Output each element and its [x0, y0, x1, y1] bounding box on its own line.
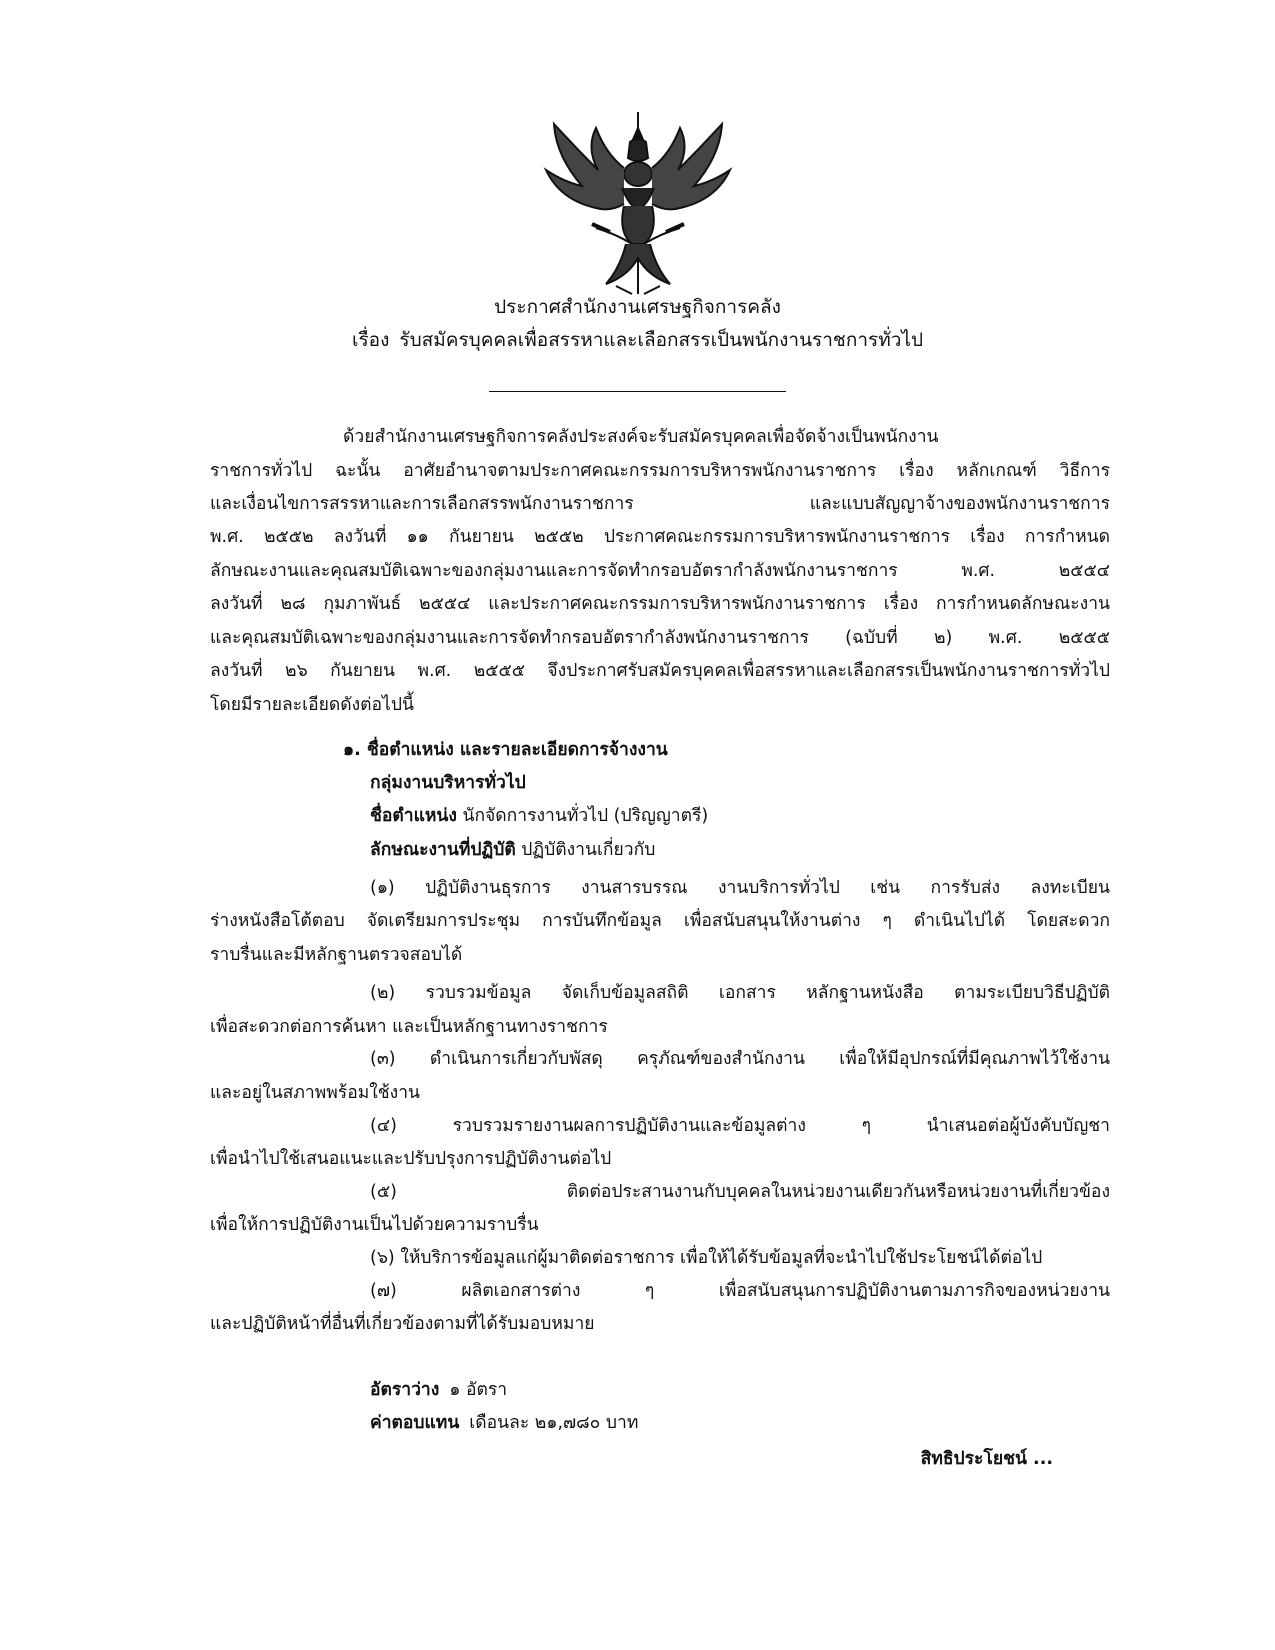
garuda-emblem-icon [536, 108, 740, 298]
subject-label: เรื่อง [351, 329, 390, 351]
preamble-line: ลงวันที่ ๒๖ กันยายน พ.ศ. ๒๕๕๕ จึงประกาศรับสมัครบุคคลเพื่อสรรหาและเลือกสรรเป็นพนักงานราชการทั่วไป [210, 661, 1110, 681]
announcement-title: ประกาศสำนักงานเศรษฐกิจการคลัง [494, 296, 781, 318]
preamble-line: ราชการทั่วไป ฉะนั้น อาศัยอำนาจตามประกาศคณะกรรมการบริหารพนักงานราชการ เรื่อง หลักเกณฑ์ วิธีการ [210, 461, 1110, 481]
duty-item-line: เพื่อนำไปใช้เสนอแนะและปรับปรุงการปฏิบัติงานต่อไป [210, 1149, 612, 1169]
duty-item-line: และอยู่ในสภาพพร้อมใช้งาน [210, 1083, 420, 1103]
title-divider [489, 391, 786, 392]
job-group: กลุ่มงานบริหารทั่วไป [370, 773, 526, 793]
position-value: นักจัดการงานทั่วไป (ปริญญาตรี) [462, 806, 709, 826]
section-heading: ๑. ชื่อตำแหน่ง และรายละเอียดการจ้างงาน [343, 740, 668, 760]
salary-label: ค่าตอบแทน [370, 1413, 460, 1433]
duty-item-line: ราบรื่นและมีหลักฐานตรวจสอบได้ [210, 945, 463, 965]
vacancy-value: ๑ อัตรา [449, 1380, 508, 1400]
preamble-line: ด้วยสำนักงานเศรษฐกิจการคลังประสงค์จะรับสมัครบุคคลเพื่อจัดจ้างเป็นพนักงาน [343, 427, 939, 447]
duty-item-line: ร่างหนังสือโต้ตอบ จัดเตรียมการประชุม การบันทึกข้อมูล เพื่อสนับสนุนให้งานต่าง ๆ ดำเนินไปได้ โดยสะดวก [210, 911, 1110, 931]
position-label: ชื่อตำแหน่ง [370, 806, 457, 826]
duty-label: ลักษณะงานที่ปฏิบัติ [370, 840, 516, 860]
duty-item-line: (๕) ติดต่อประสานงานกับบุคคลในหน่วยงานเดียวกันหรือหน่วยงานที่เกี่ยวข้อง [370, 1182, 1110, 1202]
duty-item-line: (๒) รวบรวมข้อมูล จัดเก็บข้อมูลสถิติ เอกสาร หลักฐานหนังสือ ตามระเบียบวิธีปฏิบัติ [370, 983, 1110, 1003]
announcement-subject [0, 325, 1275, 355]
salary-value: เดือนละ ๒๑,๗๘๐ บาท [469, 1413, 639, 1433]
duty-item-line: เพื่อสะดวกต่อการค้นหา และเป็นหลักฐานทางราชการ [210, 1017, 608, 1037]
position-name [370, 803, 708, 829]
duty-item-line: (๑) ปฏิบัติงานธุรการ งานสารบรรณ งานบริการทั่วไป เช่น การรับส่ง ลงทะเบียน [370, 878, 1110, 898]
duty-value: ปฏิบัติงานเกี่ยวกับ [521, 840, 656, 860]
duty-item-line: (๔) รวบรวมรายงานผลการปฏิบัติงานและข้อมูลต่าง ๆ นำเสนอต่อผู้บังคับบัญชา [370, 1116, 1110, 1136]
duty-intro [370, 837, 655, 863]
vacancy [370, 1377, 507, 1403]
preamble-line: และเงื่อนไขการสรรหาและการเลือกสรรพนักงานราชการ และแบบสัญญาจ้างของพนักงานราชการ [210, 494, 1110, 514]
vacancy-label: อัตราว่าง [370, 1380, 440, 1400]
subject-text: รับสมัครบุคคลเพื่อสรรหาและเลือกสรรเป็นพนักงานราชการทั่วไป [399, 329, 924, 351]
salary [370, 1410, 638, 1436]
duty-item-line: (๖) ให้บริการข้อมูลแก่ผู้มาติดต่อราชการ เพื่อให้ได้รับข้อมูลที่จะนำไปใช้ประโยชน์ได้ต่อไป [370, 1248, 1043, 1268]
duty-item-line: และปฏิบัติหน้าที่อื่นที่เกี่ยวข้องตามที่ได้รับมอบหมาย [210, 1314, 595, 1334]
duty-item-line: (๗) ผลิตเอกสารต่าง ๆ เพื่อสนับสนุนการปฏิบัติงานตามภารกิจของหน่วยงาน [370, 1281, 1110, 1301]
preamble-line: โดยมีรายละเอียดดังต่อไปนี้ [210, 695, 414, 715]
preamble-line: ลงวันที่ ๒๘ กุมภาพันธ์ ๒๕๕๔ และประกาศคณะกรรมการบริหารพนักงานราชการ เรื่อง การกำหนดลักษณะงาน [210, 594, 1110, 614]
duty-item-line: (๓) ดำเนินการเกี่ยวกับพัสดุ ครุภัณฑ์ของสำนักงาน เพื่อให้มีอุปกรณ์ที่มีคุณภาพไว้ใช้งาน [370, 1049, 1110, 1069]
preamble-line: พ.ศ. ๒๕๕๒ ลงวันที่ ๑๑ กันยายน ๒๕๕๒ ประกาศคณะกรรมการบริหารพนักงานราชการ เรื่อง การกำหนด [210, 527, 1110, 547]
duty-item-line: เพื่อให้การปฏิบัติงานเป็นไปด้วยความราบรื่น [210, 1215, 539, 1235]
continued-marker: สิทธิประโยชน์ ... [920, 1449, 1053, 1469]
preamble-line: ลักษณะงานและคุณสมบัติเฉพาะของกลุ่มงานและการจัดทำกรอบอัตรากำลังพนักงานราชการ พ.ศ. ๒๕๕๔ [210, 561, 1110, 581]
preamble-line: และคุณสมบัติเฉพาะของกลุ่มงานและการจัดทำกรอบอัตรากำลังพนักงานราชการ (ฉบับที่ ๒) พ.ศ. ๒๕๕๕ [210, 628, 1110, 648]
